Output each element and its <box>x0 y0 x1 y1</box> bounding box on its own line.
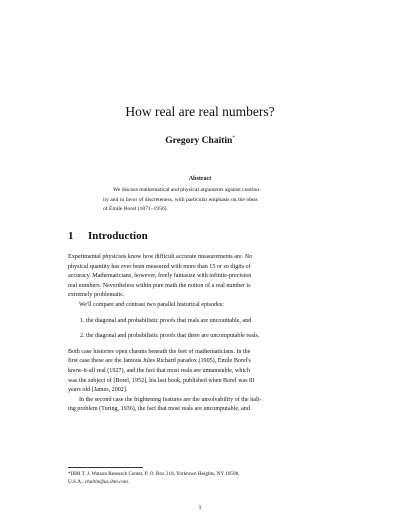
body-line: In the second case the frightening features are the unsolvability of the halt- <box>79 396 262 403</box>
abstract-text <box>103 186 298 215</box>
body-line: accuracy. Mathematicians, however, freely fantasize with infinite-precision <box>68 273 252 280</box>
body-line: ing problem (Turing, 1936), the fact that most reals are uncomputable, and <box>68 406 250 413</box>
section-heading <box>68 230 148 242</box>
section-title: Introduction <box>88 230 148 242</box>
abstract-line: of Émile Borel (1871–1956). <box>103 206 168 212</box>
footnote <box>68 471 332 486</box>
page-number: 1 <box>198 505 202 511</box>
author-email-link[interactable]: chaitin@us.ibm.com <box>84 478 128 485</box>
body-line: know-it-all real (1927), and the fact that most reals are unnameable, which <box>68 367 250 374</box>
list-item: 2. the diagonal and probabilistic proofs that there are uncomputable reals. <box>80 333 260 340</box>
body-line: Both case histories open chasms beneath the feet of mathematicians. In the <box>68 348 251 355</box>
abstract-line: ity and in favor of discreteness, with particular emphasis on the ideas <box>103 196 258 203</box>
footnote-prefix: U.S.A., <box>68 478 85 485</box>
body-line: first case these are the famous Jules Richard paradox (1905), Émile Borel's <box>68 358 251 365</box>
body-line: extremely problematic. <box>68 292 125 299</box>
body-line: years old [James, 2002]. <box>68 387 128 394</box>
paper-title: How real are real numbers? <box>125 104 275 119</box>
body-line: real numbers. Nevertheless within pure math the notion of a real number is <box>68 282 251 289</box>
section-number: 1 <box>68 230 74 242</box>
list-item: 1. the diagonal and probabilistic proofs that reals are uncountable, and <box>80 317 252 324</box>
footnote-rule <box>68 467 143 468</box>
section-body <box>68 253 332 415</box>
body-line: physical quantity has ever been measured with more than 15 or so digits of <box>68 263 251 270</box>
author-name-text: Gregory Chaitin <box>165 136 233 147</box>
footnote-line <box>68 479 332 487</box>
abstract-line: We discuss mathematical and physical arguments against continu- <box>113 187 261 193</box>
author-name <box>0 136 400 146</box>
body-line: Experimental physicists know how difficult accurate measurements are. No <box>68 254 253 260</box>
footnote-suffix: . <box>127 478 129 485</box>
body-line: was the subject of [Borel, 1952], his last book, published when Borel was 81 <box>68 377 256 384</box>
body-line: We'll compare and contrast two parallel historical episodes: <box>79 301 224 308</box>
abstract-heading: Abstract <box>188 176 212 182</box>
footnote-line: *IBM T. J. Watson Research Center, P. O. Box 218, Yorktown Heights, NY 10598, <box>68 471 240 477</box>
author-footnote-mark: * <box>232 136 235 141</box>
